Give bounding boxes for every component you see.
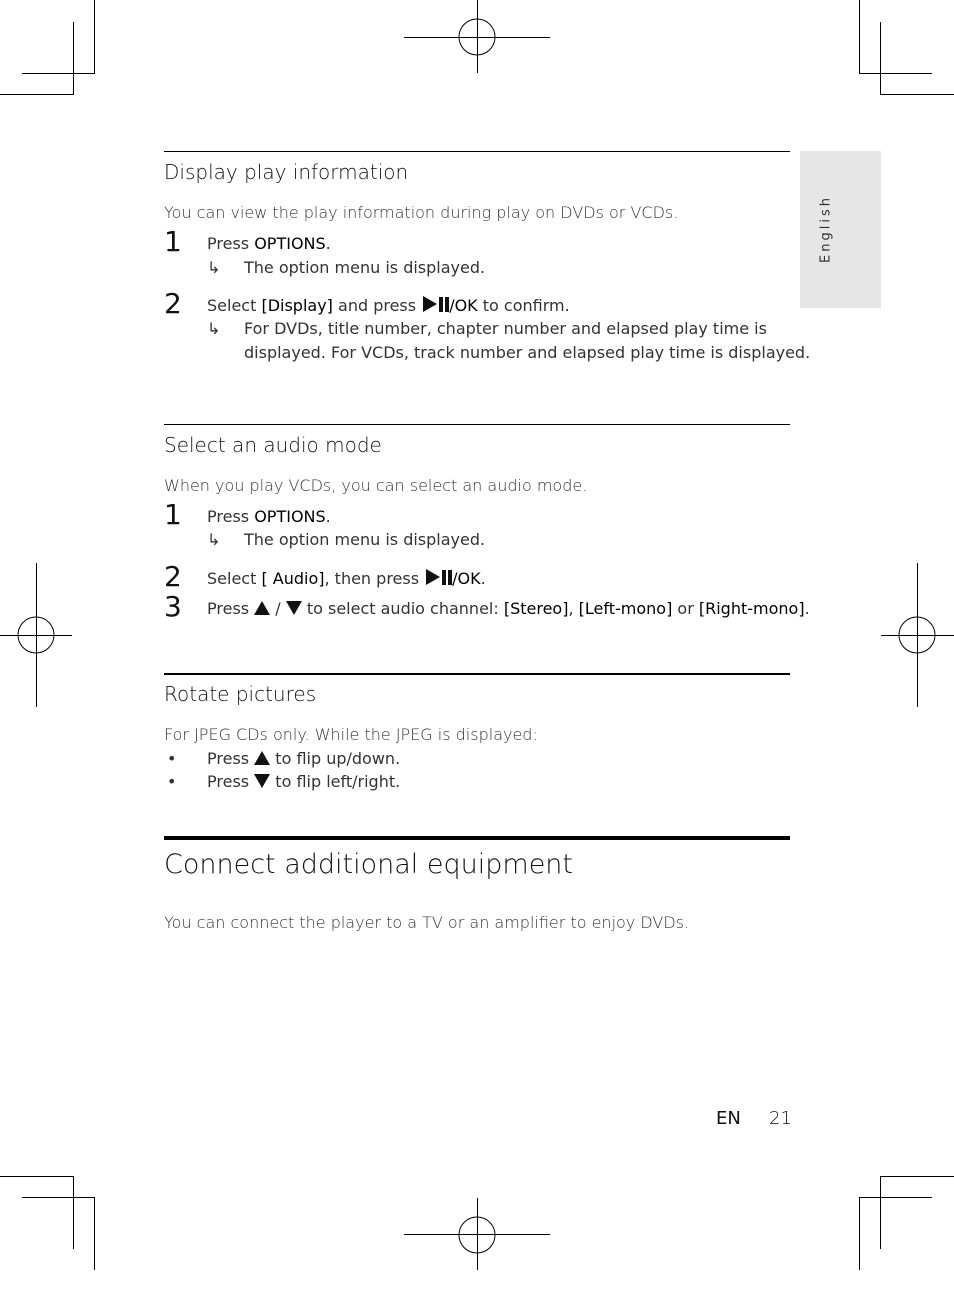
down-arrow-icon xyxy=(254,774,270,788)
step-number: 1 xyxy=(164,498,182,531)
play-icon xyxy=(423,296,437,312)
language-tab xyxy=(800,151,881,308)
display-step-1-result: The option menu is displayed. xyxy=(244,258,486,277)
play-icon xyxy=(426,569,440,585)
result-arrow-icon: ↳ xyxy=(207,258,221,277)
display-step-2-result-line1: For DVDs, title number, chapter number and elapsed play time is xyxy=(244,319,767,338)
step-number: 2 xyxy=(164,287,182,320)
display-step-1: Press OPTIONS. xyxy=(207,234,331,253)
display-intro: You can view the play information during play on DVDs or VCDs. xyxy=(164,203,679,222)
display-step-2-result-line2: displayed. For VCDs, track number and elapsed play time is displayed. xyxy=(244,343,811,362)
audio-step-2: Select [ Audio], then press /OK. xyxy=(207,569,486,588)
bullet: • xyxy=(167,772,177,791)
page-number: 21 xyxy=(769,1108,792,1129)
result-arrow-icon: ↳ xyxy=(207,530,221,549)
step-number: 2 xyxy=(164,560,182,593)
bullet: • xyxy=(167,749,177,768)
section-divider xyxy=(164,424,790,425)
step-number: 1 xyxy=(164,225,182,258)
down-arrow-icon xyxy=(286,601,302,615)
connect-intro: You can connect the player to a TV or an amplifier to enjoy DVDs. xyxy=(164,913,690,932)
audio-step-1: Press OPTIONS. xyxy=(207,507,331,526)
section-heading-rotate: Rotate pictures xyxy=(164,682,317,706)
result-arrow-icon: ↳ xyxy=(207,319,221,338)
section-heading-display: Display play information xyxy=(164,160,409,184)
rotate-intro: For JPEG CDs only. While the JPEG is displayed: xyxy=(164,725,538,744)
language-tab-label: English xyxy=(818,195,834,263)
rotate-bullet-1: Press to flip up/down. xyxy=(207,749,401,768)
pause-icon xyxy=(439,297,443,312)
display-step-2: Select [Display] and press /OK to confirm. xyxy=(207,296,570,315)
up-arrow-icon xyxy=(254,751,270,765)
chapter-heading-connect: Connect additional equipment xyxy=(164,849,574,880)
section-heading-audio: Select an audio mode xyxy=(164,433,382,457)
audio-step-1-result: The option menu is displayed. xyxy=(244,530,486,549)
pause-icon xyxy=(442,570,446,585)
step-number: 3 xyxy=(164,590,182,623)
chapter-divider xyxy=(164,836,790,840)
audio-intro: When you play VCDs, you can select an audio mode. xyxy=(164,476,588,495)
section-divider xyxy=(164,151,790,152)
footer-language: EN xyxy=(716,1108,741,1129)
key-options: OPTIONS xyxy=(254,234,326,253)
up-arrow-icon xyxy=(254,601,270,615)
rotate-bullet-2: Press to flip left/right. xyxy=(207,772,401,791)
section-divider xyxy=(164,673,790,675)
audio-step-3: Press / to select audio channel: [Stereo], [Left-mono] or [Right-mono]. xyxy=(207,599,810,618)
